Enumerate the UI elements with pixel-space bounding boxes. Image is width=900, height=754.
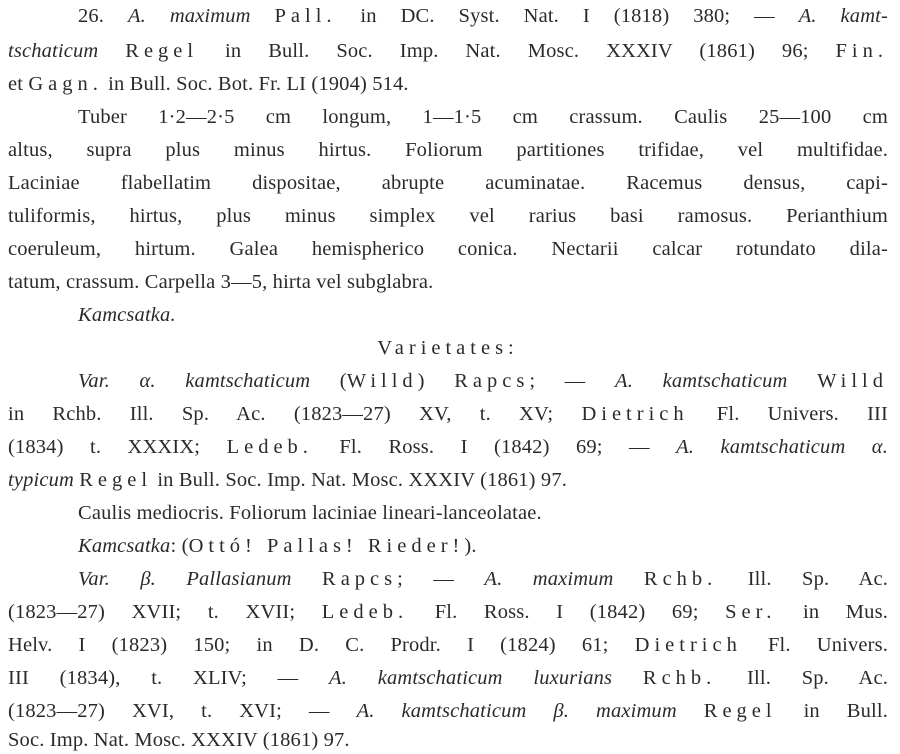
var-beta-line-6: Soc. Imp. Nat. Mosc. XXXIV (1861) 97. (8, 729, 350, 751)
entry-header-line-2: tschaticum Regel in Bull. Soc. Imp. Nat. Mosc. XXXIV (1861) 96; Fin. (8, 40, 888, 62)
var-beta-line-2: (1823—27) XVII; t. XVII; Ledeb. Fl. Ross. I (1842) 69; Ser. in Mus. (8, 601, 888, 623)
var-alpha-line-4: typicum Regel in Bull. Soc. Imp. Nat. Mosc. XXXIV (1861) 97. (8, 469, 568, 491)
var-alpha-locality: Kamcsatka: (Ottó! Pallas! Rieder!). (78, 535, 477, 557)
var-beta-line-5: (1823—27) XVI, t. XVI; — A. kamtschaticum β. maximum Regel in Bull. (8, 700, 888, 722)
entry-header-line-3: et Gagn. in Bull. Soc. Bot. Fr. LI (1904) 514. (8, 73, 409, 95)
varietates-heading: Varietates: (377, 337, 519, 359)
locality: Kamcsatka. (78, 304, 176, 326)
description-line: coeruleum, hirtum. Galea hemispherico conica. Nectarii calcar rotundato dila- (8, 238, 888, 260)
var-beta-line-3: Helv. I (1823) 150; in D. C. Prodr. I (1824) 61; Dietrich Fl. Univers. (8, 634, 888, 656)
var-beta-line-1: Var. β. Pallasianum Rapcs; — A. maximum Rchb. Ill. Sp. Ac. (78, 568, 888, 590)
description-line: altus, supra plus minus hirtus. Foliorum partitiones trifidae, vel multifidae. (8, 139, 888, 161)
var-alpha-line-2: in Rchb. Ill. Sp. Ac. (1823—27) XV, t. XV; Dietrich Fl. Univers. III (8, 403, 888, 425)
description-line: Laciniae flabellatim dispositae, abrupte acuminatae. Racemus densus, capi- (8, 172, 888, 194)
entry-header-line-1: 26. A. maximum Pall. in DC. Syst. Nat. I (1818) 380; — A. kamt- (78, 5, 888, 27)
var-alpha-line-3: (1834) t. XXXIX; Ledeb. Fl. Ross. I (1842) 69; — A. kamtschaticum α. (8, 436, 888, 458)
description-line: tuliformis, hirtus, plus minus simplex vel rarius basi ramosus. Perianthium (8, 205, 888, 227)
var-beta-line-4: III (1834), t. XLIV; — A. kamtschaticum luxurians Rchb. Ill. Sp. Ac. (8, 667, 889, 689)
var-alpha-line-1: Var. α. kamtschaticum (Willd) Rapcs; — A. kamtschaticum Willd (78, 370, 888, 392)
description-line: Tuber 1·2—2·5 cm longum, 1—1·5 cm crassum. Caulis 25—100 cm (78, 106, 888, 128)
description-line: tatum, crassum. Carpella 3—5, hirta vel subglabra. (8, 271, 434, 293)
var-alpha-description: Caulis mediocris. Foliorum laciniae lineari-lanceolatae. (78, 502, 542, 524)
